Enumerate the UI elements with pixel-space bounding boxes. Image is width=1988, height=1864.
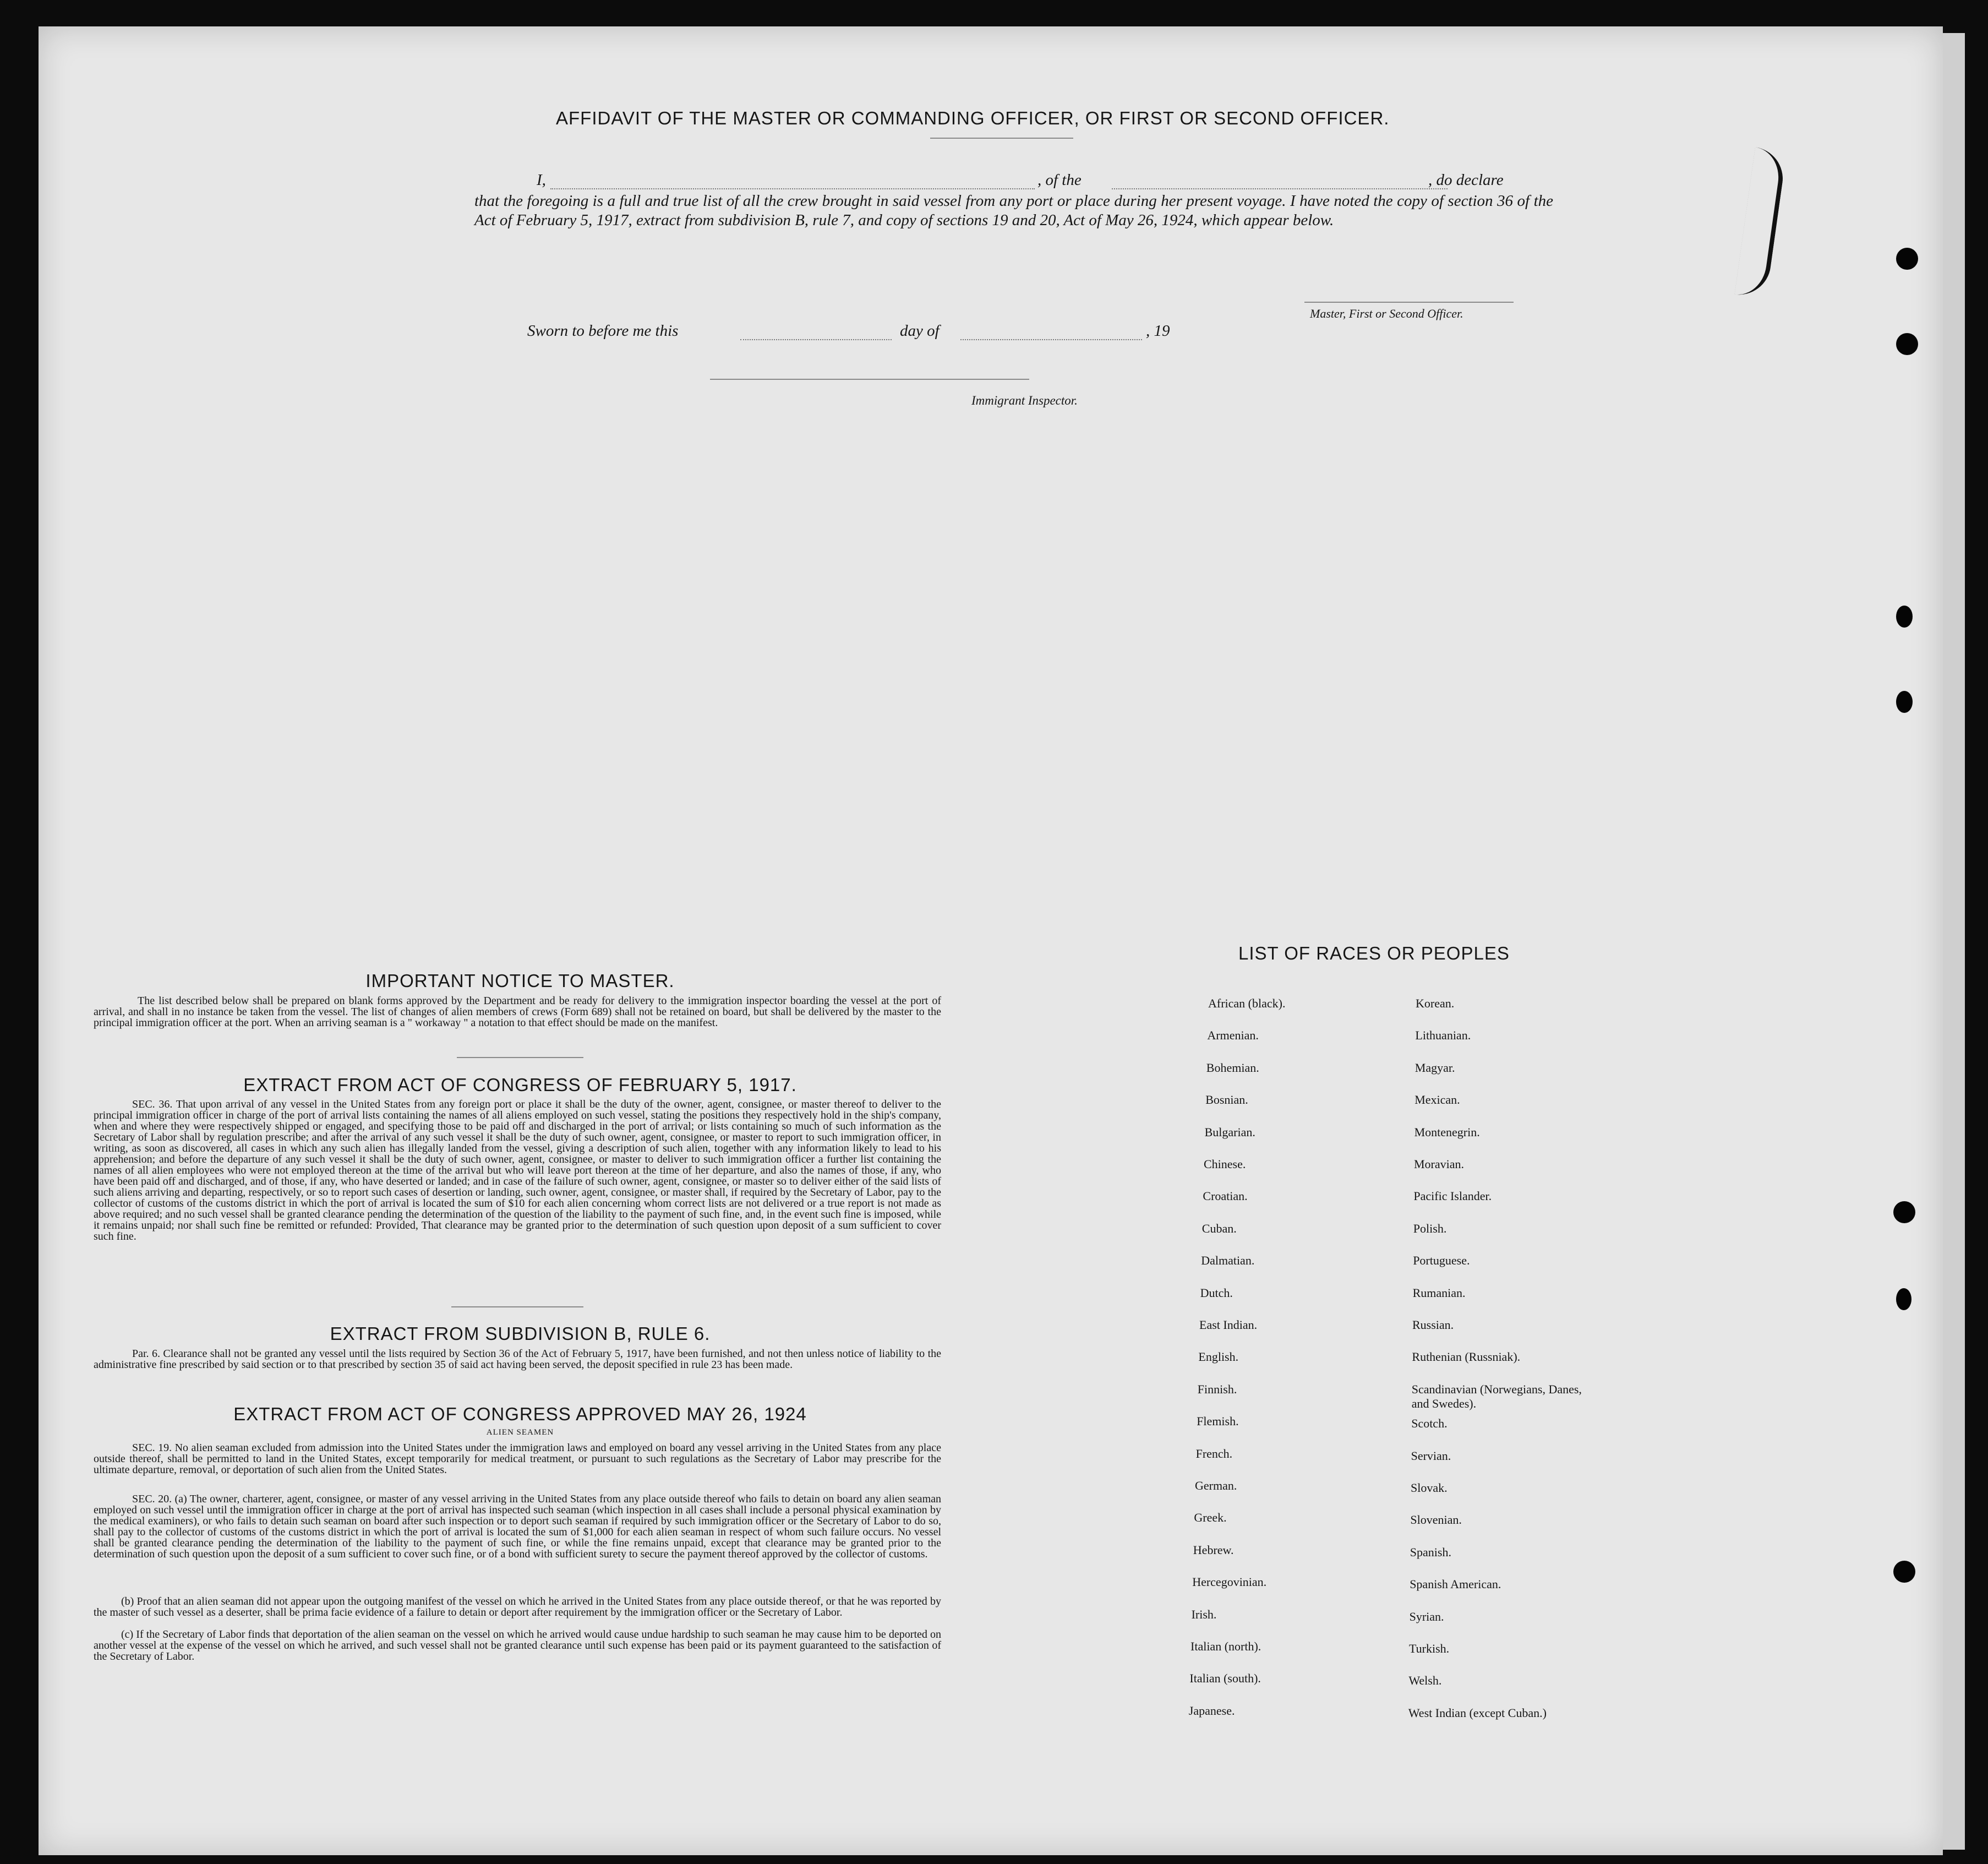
race-item: German.: [1195, 1479, 1237, 1492]
name-blank: [550, 188, 1035, 189]
extract-1924-subheading: ALIEN SEAMEN: [486, 1428, 554, 1437]
race-item: Spanish American.: [1410, 1577, 1501, 1592]
inspector-caption: Immigrant Inspector.: [971, 394, 1078, 407]
race-item: French.: [1195, 1446, 1233, 1460]
affidavit-title: AFFIDAVIT OF THE MASTER OR COMMANDING OFFICER, OR FIRST OR SECOND OFFICER.: [556, 108, 1390, 128]
extract-1917-heading: EXTRACT FROM ACT OF CONGRESS OF FEBRUARY 5, 1917.: [243, 1075, 797, 1095]
divider-1: [457, 1057, 583, 1058]
race-item: Turkish.: [1409, 1642, 1450, 1655]
extract-1924-sec20c: (c) If the Secretary of Labor finds that deportation of the alien seaman on the vessel on which he arrived would cause undue hardship to such seaman he may cause him to be deported on another vessel at the expense of the vessel on which he arrived, and such vessel shall not be granted clearance until such expense has been paid or its payment guaranteed to the satisfaction of the Secretary of Labor.: [94, 1628, 941, 1663]
rule6-heading: EXTRACT FROM SUBDIVISION B, RULE 6.: [330, 1323, 711, 1344]
inspector-line: [710, 379, 1029, 380]
affidavit-line1: [537, 171, 1555, 190]
punch-hole: [1893, 1201, 1915, 1223]
divider-2: [451, 1306, 583, 1307]
vessel-blank: [1112, 188, 1448, 189]
race-item: Dalmatian.: [1201, 1253, 1255, 1268]
race-item: Bulgarian.: [1204, 1125, 1255, 1139]
punch-hole: [1893, 1561, 1915, 1583]
race-item: Servian.: [1411, 1448, 1451, 1463]
punch-hole: [1896, 333, 1918, 355]
race-item: Moravian.: [1414, 1157, 1465, 1171]
race-item: Italian (north).: [1190, 1639, 1261, 1653]
race-item: Slovenian.: [1410, 1513, 1462, 1527]
extract-1924-sec20b: (b) Proof that an alien seaman did not appear upon the outgoing manifest of the vessel on which he arrived in the United States from any place outside thereof, or that he was reported by the master of such vessel as a deserter, shall be prima facie evidence of a failure to detain or deport after requirement by the immigration officer or the Secretary of Labor.: [94, 1595, 941, 1618]
race-item: West Indian (except Cuban.): [1408, 1705, 1547, 1720]
race-item: Italian (south).: [1189, 1671, 1261, 1686]
race-item: Welsh.: [1408, 1674, 1442, 1688]
signature-line: [1304, 302, 1514, 303]
race-item: Irish.: [1191, 1607, 1217, 1621]
race-item: Croatian.: [1203, 1189, 1248, 1203]
race-item: Lithuanian.: [1415, 1028, 1471, 1043]
extract-1924-sec19: SEC. 19. No alien seaman excluded from admission into the United States under the immigration laws and employed on board any vessel arriving in the United States from any place outside thereof, shall be permitted to land in the United States, except temporarily for medical treatment, or pursuant to such regulations as the Secretary of Labor may prescribe for the ultimate departure, removal, or deportation of such alien from the United States.: [94, 1442, 941, 1476]
rule6-body: Par. 6. Clearance shall not be granted any vessel until the lists required by Section 36 of the Act of February 5, 1917, have been furnished, and not then unless notice of liability to the administrative fine prescribed by said section or to that prescribed by section 35 of said act having been served, the deposit specified in rule 23 has been made.: [94, 1348, 941, 1371]
affidavit-do-declare: , do declare: [1428, 171, 1504, 189]
race-item: Finnish.: [1197, 1382, 1237, 1396]
extract-1924-heading: EXTRACT FROM ACT OF CONGRESS APPROVED MAY 26, 1924: [233, 1404, 807, 1424]
race-item: Polish.: [1413, 1221, 1447, 1235]
punch-hole: [1896, 248, 1918, 270]
notice-heading: IMPORTANT NOTICE TO MASTER.: [365, 971, 675, 991]
sworn-year: , 19: [1146, 322, 1170, 340]
punch-hole: [1896, 1288, 1911, 1310]
race-item: Mexican.: [1414, 1093, 1460, 1107]
extract-1924-sec20a: SEC. 20. (a) The owner, charterer, agent, consignee, or master of any vessel arriving in the United States from any place outside thereof who fails to detain on board any alien seaman employed on such vessel until the immigration officer in charge at the port of arrival has inspected such seaman (which inspection in all cases shall include a personal physical examination by the medical examiners), or who fails to detain such seaman on board after such inspection or to deport such seaman if required by such immigration officer or the Secretary of Labor to do so, shall pay to the collector of customs of the customs district in which the port of arrival is located the sum of $1,000 for each alien seaman in respect of whom such failure occurs. No vessel shall be granted clearance pending the determination of the liability to the payment of such fine, or while the fine remains unpaid, except that clearance may be granted prior to the determination of such question upon the deposit of a sum sufficient to cover such fine, or of a bond with sufficient surety to secure the payment thereof approved by the collector of customs.: [94, 1493, 941, 1560]
race-item: East Indian.: [1199, 1318, 1258, 1332]
affidavit-i: I,: [537, 171, 546, 189]
race-item: Rumanian.: [1412, 1285, 1466, 1300]
race-item: Hebrew.: [1193, 1543, 1234, 1557]
affidavit-of-the: , of the: [1037, 171, 1082, 189]
title-underline: [930, 138, 1073, 139]
race-item: Armenian.: [1207, 1028, 1259, 1043]
punch-hole: [1896, 606, 1913, 628]
race-item: Portuguese.: [1413, 1253, 1470, 1268]
sworn-day: day of: [900, 322, 940, 340]
race-item: Montenegrin.: [1414, 1125, 1480, 1139]
race-item: Bohemian.: [1206, 1060, 1259, 1075]
sworn-text: Sworn to before me this: [527, 322, 679, 340]
signature-caption: Master, First or Second Officer.: [1310, 307, 1463, 320]
race-item: Japanese.: [1188, 1703, 1235, 1718]
races-heading: LIST OF RACES OR PEOPLES: [1238, 943, 1510, 963]
race-item: Russian.: [1412, 1318, 1454, 1332]
race-item: Slovak.: [1411, 1481, 1448, 1495]
race-item: Hercegovinian.: [1192, 1575, 1267, 1589]
sworn-line: [527, 321, 1188, 344]
punch-hole: [1896, 691, 1913, 713]
race-item: Bosnian.: [1205, 1093, 1248, 1107]
race-item: Syrian.: [1409, 1609, 1444, 1623]
race-item: Scandinavian (Norwegians, Danes, and Swedes).: [1411, 1382, 1582, 1410]
race-item: Dutch.: [1200, 1285, 1233, 1300]
race-item: Chinese.: [1204, 1157, 1246, 1171]
race-item: Magyar.: [1414, 1060, 1455, 1075]
race-item: Greek.: [1194, 1511, 1227, 1525]
race-item: Ruthenian (Russniak).: [1412, 1350, 1521, 1364]
race-item: Cuban.: [1201, 1221, 1237, 1235]
race-item: Flemish.: [1197, 1414, 1239, 1429]
extract-1917-body: SEC. 36. That upon arrival of any vessel in the United States from any foreign port or place it shall be the duty of the owner, agent, consignee, or master thereof to deliver to the principal immigration officer in charge of the port of arrival lists containing the names of all aliens employed on such vessel, stating the positions they respectively hold in the ship's company, when and where they were respectively shipped or engaged, and specifying those to be paid off and discharged in the port of arrival; or lists containing so much of such information as the Secretary of Labor shall by regulation prescribe; and after the arrival of any such vessel it shall be the duty of such owner, agent, consignee, or master to report to such immigration officer, in writing, as soon as discovered, all cases in which any such alien has illegally landed from the vessel, giving a description of such alien, together with any information likely to lead to his apprehension; and before the departure of any such vessel it shall be the duty of such owner, agent, consignee, or master to deliver to such immigration officer a further list containing the names of all alien employees who were not employed thereon at the time of the arrival but who will leave port thereon at the time of her departure, and also the names of those, if any, who have been paid off and discharged, and of those, if any, who have deserted or landed; and in case of the failure of such owner, agent, consignee, or master so to deliver either of the said lists of such aliens arriving and departing, respectively, or so to report such cases of desertion or landing, such owner, agent, consignee, or master shall, if required by the Secretary of Labor, pay to the collector of customs of the customs district in which the port of arrival is located the sum of $10 for each alien concerning whom correct lists are not delivered or a true report is not made as above required; and no such vessel shall be granted clearance pending the determination of the question of the liability to the payment of such fine, and, in the event such fine is imposed, while it remains unpaid; nor shall such fine be remitted or refunded: Provided, That clearance may be granted prior to the determination of such question upon deposit of a sum sufficient to cover such fine.: [94, 1098, 941, 1242]
race-item: Scotch.: [1411, 1416, 1448, 1431]
race-item: Pacific Islander.: [1413, 1189, 1492, 1203]
notice-body: The list described below shall be prepared on blank forms approved by the Department and be ready for delivery to the immigration inspector boarding the vessel at the port of arrival, and shall in no instance be taken from the vessel. The list of changes of alien members of crews (Form 689) shall not be retained on board, but shall be delivered by the master to the principal immigration officer at the port. When an arriving seaman is a " workaway " a notation to that effect should be made on the manifest.: [94, 995, 941, 1029]
sworn-day-blank: [740, 339, 892, 340]
race-item: Korean.: [1416, 996, 1455, 1010]
race-item: African (black).: [1208, 996, 1286, 1010]
race-item: Spanish.: [1410, 1545, 1451, 1559]
sworn-month-blank: [960, 339, 1142, 340]
race-item: English.: [1198, 1350, 1239, 1364]
affidavit-body: that the foregoing is a full and true list of all the crew brought in said vessel from any port or place during her present voyage. I have noted the copy of section 36 of the Act of February 5, 1917, extract from subdivision B, rule 7, and copy of sections 19 and 20, Act of May 26, 1924, which appear below.: [474, 192, 1553, 229]
